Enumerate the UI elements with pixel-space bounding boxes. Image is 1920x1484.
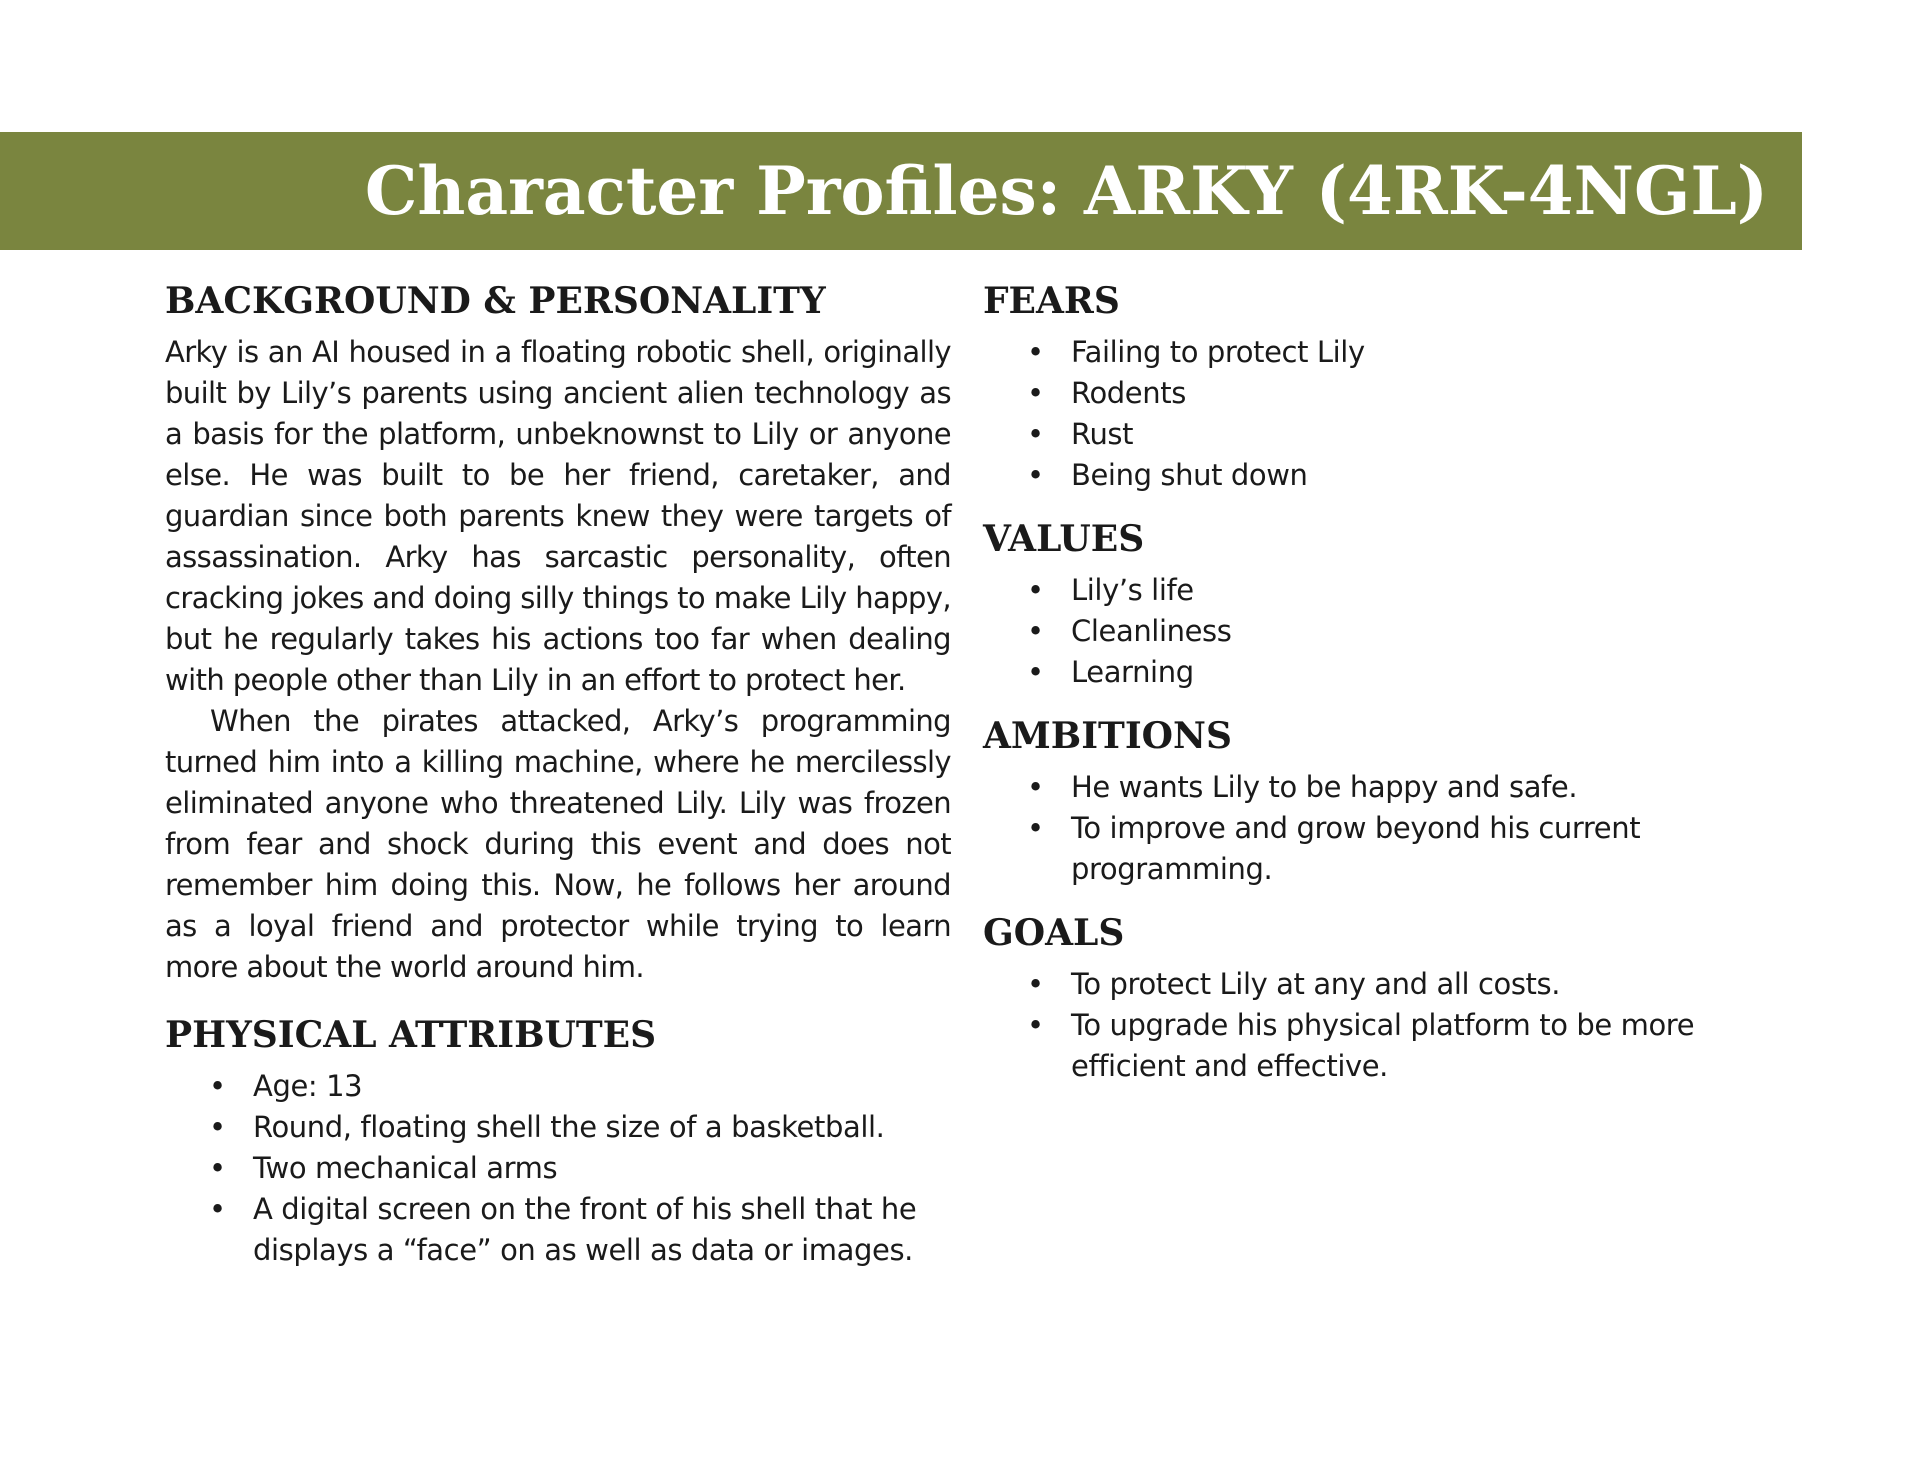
list-item [983,455,1743,496]
list-item-text: He wants Lily to be happy and safe. [1071,770,1578,804]
list-item-text: Age: 13 [253,1069,363,1103]
list-item-text: Rodents [1071,376,1186,410]
fears-list [983,332,1743,496]
ambitions-list [983,767,1743,890]
bullet-icon: • [1027,1008,1044,1042]
bullet-icon: • [1027,573,1044,607]
fears-heading: FEARS [983,280,1120,322]
bullet-icon: • [1027,417,1044,451]
list-item-text: To improve and grow beyond his current programming. [1071,811,1641,886]
list-item-text: Cleanliness [1071,614,1232,648]
bullet-icon: • [1027,770,1044,804]
list-item-text: Learning [1071,655,1194,689]
list-item [983,611,1743,652]
physical-list [165,1066,951,1271]
goals-list [983,964,1743,1087]
list-item [983,1005,1743,1087]
list-item-text: Failing to protect Lily [1071,335,1365,369]
physical-heading: PHYSICAL ATTRIBUTES [165,1014,657,1056]
list-item [983,373,1743,414]
list-item-text: To protect Lily at any and all costs. [1071,967,1561,1001]
list-item [983,767,1743,808]
list-item [983,414,1743,455]
bullet-icon: • [1027,335,1044,369]
bullet-icon: • [1027,655,1044,689]
bullet-icon: • [1027,967,1044,1001]
list-item [983,964,1743,1005]
page-title: Character Profiles: ARKY (4RK-4NGL) [364,152,1768,230]
bullet-icon: • [209,1110,226,1144]
bullet-icon: • [1027,376,1044,410]
background-paragraph-1: Arky is an AI housed in a floating robotic shell, originally built by Lily’s parents using ancient alien technology as a basis for the platform, unbeknownst to Lily or anyone else. He was built to be her friend, caretaker, and guardian since both parents knew they were targets of assassination. Arky has sarcastic personality, often cracking jokes and doing silly things to make Lily happy, but he regularly takes his actions too far when dealing with people other than Lily in an effort to protect her. [165,335,951,697]
values-list [983,570,1743,693]
title-banner [0,132,1802,250]
bullet-icon: • [209,1151,226,1185]
bullet-icon: • [209,1192,226,1226]
list-item [983,808,1743,890]
list-item-text: Round, floating shell the size of a basketball. [253,1110,885,1144]
list-item-text: To upgrade his physical platform to be more efficient and effective. [1071,1008,1695,1083]
list-item [983,570,1743,611]
list-item-text: Being shut down [1071,458,1308,492]
goals-heading: GOALS [983,912,1125,954]
background-heading: BACKGROUND & PERSONALITY [165,280,826,322]
list-item-text: Lily’s life [1071,573,1194,607]
list-item [165,1189,951,1271]
bullet-icon: • [1027,458,1044,492]
list-item-text: Rust [1071,417,1134,451]
list-item [165,1066,951,1107]
list-item [983,652,1743,693]
list-item-text: A digital screen on the front of his shell that he displays a “face” on as well as data or images. [253,1192,917,1267]
list-item [165,1107,951,1148]
values-heading: VALUES [983,518,1145,560]
background-paragraph-2: When the pirates attacked, Arky’s programming turned him into a killing machine, where he mercilessly eliminated anyone who threatened Lily. Lily was frozen from fear and shock during this event and does not remember him doing this. Now, he follows her around as a loyal friend and protector while trying to learn more about the world around him. [165,704,951,984]
bullet-icon: • [209,1069,226,1103]
list-item-text: Two mechanical arms [253,1151,558,1185]
bullet-icon: • [1027,811,1044,845]
list-item [165,1148,951,1189]
bullet-icon: • [1027,614,1044,648]
left-column [165,276,951,1271]
list-item [983,332,1743,373]
ambitions-heading: AMBITIONS [983,715,1232,757]
right-column [983,276,1743,1087]
